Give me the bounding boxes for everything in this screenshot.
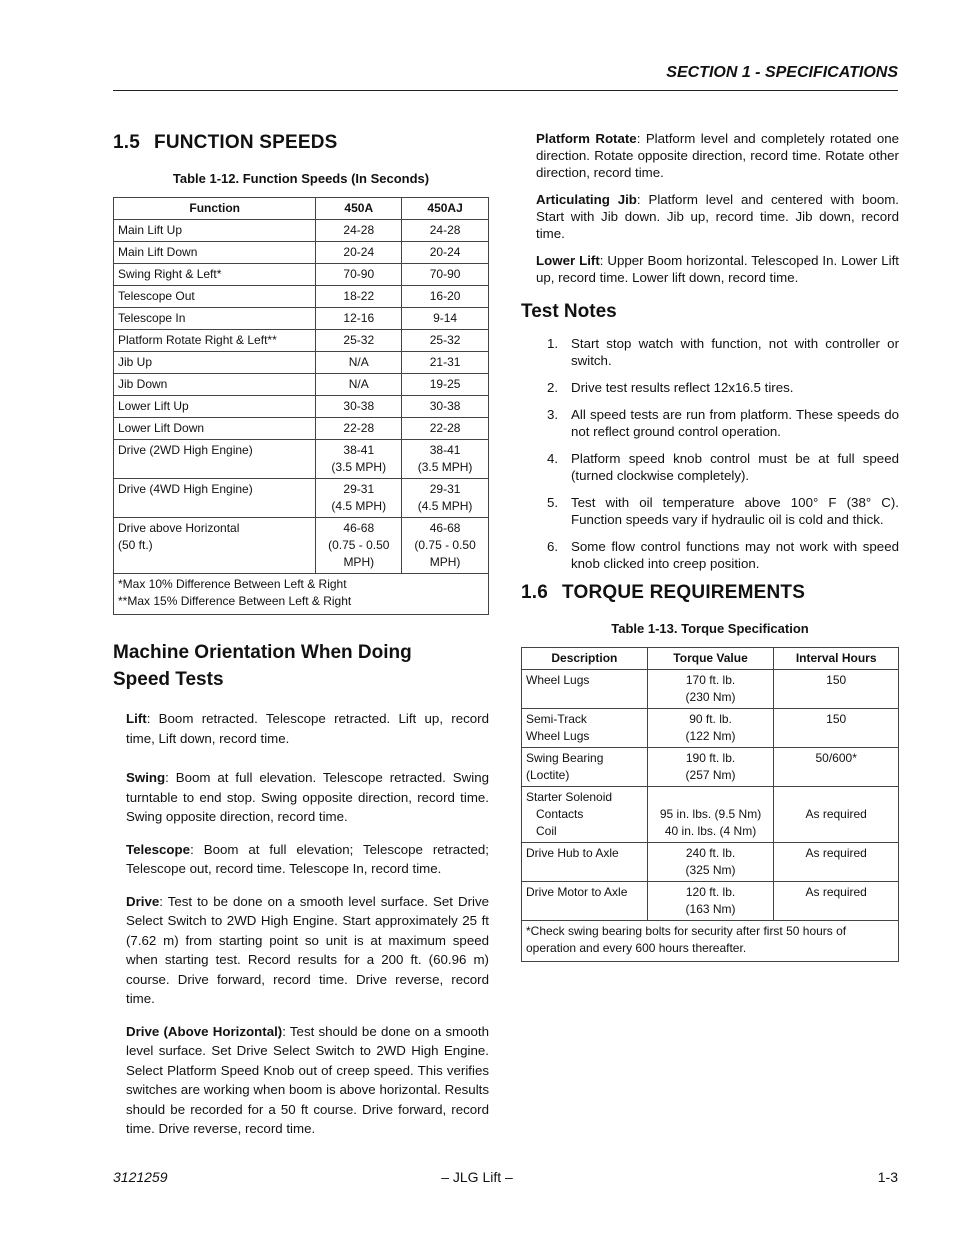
test-notes-list bbox=[521, 335, 899, 572]
articulating-jib-paragraph bbox=[536, 191, 899, 242]
description-line: (Loctite) bbox=[526, 768, 570, 782]
value-450a: 12-16 bbox=[316, 308, 402, 330]
table-row bbox=[114, 330, 489, 352]
interval-cell: 150 bbox=[774, 670, 899, 709]
item-number: 5. bbox=[547, 495, 559, 510]
value-450aj: 19-25 bbox=[402, 374, 489, 396]
term: Swing bbox=[126, 770, 166, 785]
table-row bbox=[114, 479, 489, 518]
value-line: 46-68 bbox=[429, 521, 461, 535]
value-450a: 20-24 bbox=[316, 242, 402, 264]
orientation-body bbox=[113, 709, 489, 1139]
table-row bbox=[522, 748, 899, 787]
col-header-450a: 450A bbox=[316, 198, 402, 220]
item-number: 2. bbox=[547, 380, 559, 395]
value-line: 46-68 bbox=[343, 521, 375, 535]
description: : Upper Boom horizontal. Telescoped In. Lower Lift up, record time. Lower lift down, record time. bbox=[536, 253, 900, 285]
function-cell: Swing Right & Left* bbox=[114, 264, 316, 286]
list-item bbox=[521, 450, 899, 484]
function-cell: Drive (2WD High Engine) bbox=[114, 440, 316, 479]
value-line: 90 ft. lb. bbox=[689, 712, 732, 726]
table-row bbox=[114, 352, 489, 374]
table-row bbox=[522, 670, 899, 709]
interval-cell: 50/600* bbox=[774, 748, 899, 787]
value-line: (122 Nm) bbox=[685, 729, 736, 743]
telescope-paragraph bbox=[126, 840, 489, 879]
description: : Boom retracted. Telescope retracted. Lift up, record time, Lift down, record time. bbox=[126, 711, 489, 746]
value-line: (163 Nm) bbox=[685, 902, 736, 916]
col-header-function: Function bbox=[114, 198, 316, 220]
table-1-13-caption: Table 1-13. Torque Specification bbox=[611, 621, 809, 636]
orientation-continued bbox=[521, 130, 899, 286]
table-row bbox=[114, 308, 489, 330]
col-header-interval-hours: Interval Hours bbox=[774, 648, 899, 670]
footnote-line: *Max 10% Difference Between Left & Right bbox=[118, 577, 347, 591]
value-450aj bbox=[402, 518, 489, 574]
value-line: 190 ft. lb. bbox=[685, 751, 736, 765]
description: : Platform level and centered with boom. Start with Jib down. Jib up, record time. Jib down, record time. bbox=[536, 192, 899, 241]
table-row bbox=[114, 264, 489, 286]
value-450aj: 22-28 bbox=[402, 418, 489, 440]
page-number: 1-3 bbox=[877, 1169, 898, 1185]
section-number: 1.6 bbox=[521, 582, 549, 603]
table-footnote-row bbox=[522, 921, 899, 962]
value-line: 40 in. lbs. (4 Nm) bbox=[664, 823, 757, 838]
value-450aj bbox=[402, 440, 489, 479]
term: Articulating Jib bbox=[536, 192, 637, 207]
item-text: Test with oil temperature above 100° F (38° C). Function speeds vary if hydraulic oil is cold and thick. bbox=[571, 495, 899, 527]
value-450a: 70-90 bbox=[316, 264, 402, 286]
value-line: (230 Nm) bbox=[685, 690, 736, 704]
right-column bbox=[521, 130, 899, 962]
function-cell: Lower Lift Down bbox=[114, 418, 316, 440]
list-item bbox=[521, 494, 899, 528]
value-450a bbox=[316, 479, 402, 518]
torque-cell bbox=[647, 670, 774, 709]
value-line: (0.75 - 0.50 bbox=[328, 538, 390, 552]
description-cell: Drive Motor to Axle bbox=[522, 882, 648, 921]
description: : Platform level and completely rotated one direction. Rotate opposite direction, record time. Rotate other direction, record time. bbox=[536, 131, 900, 180]
value-450aj: 24-28 bbox=[402, 220, 489, 242]
value-450aj bbox=[402, 479, 489, 518]
table-footnote bbox=[114, 574, 489, 615]
function-speeds-table bbox=[113, 197, 489, 615]
torque-cell bbox=[647, 843, 774, 882]
torque-cell bbox=[647, 787, 774, 843]
term: Lower Lift bbox=[536, 253, 600, 268]
table-1-12-caption: Table 1-12. Function Speeds (In Seconds) bbox=[172, 171, 430, 186]
term: Platform Rotate bbox=[536, 131, 637, 146]
item-number: 4. bbox=[547, 451, 559, 466]
description-line: Starter Solenoid bbox=[526, 790, 613, 804]
table-row bbox=[114, 374, 489, 396]
value-450a: N/A bbox=[316, 374, 402, 396]
lower-lift-paragraph bbox=[536, 252, 899, 286]
term: Drive (Above Horizontal) bbox=[126, 1023, 283, 1039]
section-title-text: FUNCTION SPEEDS bbox=[154, 132, 338, 153]
value-450aj: 70-90 bbox=[402, 264, 489, 286]
description-line: Coil bbox=[536, 824, 557, 838]
description-cell: Wheel Lugs bbox=[522, 670, 648, 709]
item-text: All speed tests are run from platform. These speeds do not reflect ground control operation. bbox=[571, 407, 899, 439]
value-450a: 25-32 bbox=[316, 330, 402, 352]
item-text: Start stop watch with function, not with controller or switch. bbox=[571, 336, 899, 368]
list-item bbox=[521, 538, 899, 572]
table-row bbox=[114, 242, 489, 264]
doc-number: 3121259 bbox=[113, 1169, 168, 1185]
table-row bbox=[522, 843, 899, 882]
description: : Test to be done on a smooth level surface. Set Drive Select Switch to 2WD High Engine. Start approximately 25 ft (7.62 m) from starting point so unit is at maximum speed when starting test. Record results for a 200 ft. (60.96 m) course. Drive forward, record time. Drive reverse, record time. bbox=[126, 893, 489, 1006]
function-cell: Main Lift Up bbox=[114, 220, 316, 242]
value-line: 240 ft. lb. bbox=[685, 846, 736, 860]
function-line: Drive above Horizontal bbox=[118, 521, 240, 535]
value-line: 38-41 bbox=[429, 443, 461, 457]
platform-rotate-paragraph bbox=[536, 130, 899, 181]
value-line: (325 Nm) bbox=[685, 863, 736, 877]
function-cell: Jib Up bbox=[114, 352, 316, 374]
description-cell bbox=[522, 709, 648, 748]
footer-publisher: – JLG Lift – bbox=[441, 1169, 513, 1185]
function-line: (50 ft.) bbox=[118, 538, 153, 552]
torque-cell bbox=[647, 709, 774, 748]
section-1-6-heading bbox=[521, 582, 899, 604]
value-line: MPH) bbox=[343, 555, 375, 569]
description: : Boom at full elevation. Telescope retracted. Swing turntable to end stop. Swing opposite direction, record time. Swing opposite direction, record time. bbox=[126, 770, 489, 824]
interval-cell: As required bbox=[774, 787, 899, 843]
value-line: (3.5 MPH) bbox=[417, 460, 473, 474]
value-450aj: 16-20 bbox=[402, 286, 489, 308]
table-header-row bbox=[522, 648, 899, 670]
table-row bbox=[114, 418, 489, 440]
function-cell: Drive (4WD High Engine) bbox=[114, 479, 316, 518]
section-title: SECTION 1 - SPECIFICATIONS bbox=[666, 64, 898, 81]
value-line: 120 ft. lb. bbox=[685, 885, 736, 899]
machine-orientation-heading: Machine Orientation When Doing Speed Tests bbox=[113, 642, 412, 690]
value-450a bbox=[316, 518, 402, 574]
value-line: (4.5 MPH) bbox=[331, 499, 387, 513]
description-cell bbox=[522, 787, 648, 843]
left-column bbox=[113, 130, 489, 1139]
section-number: 1.5 bbox=[113, 132, 141, 153]
value-450aj: 25-32 bbox=[402, 330, 489, 352]
description-line: Contacts bbox=[536, 807, 584, 821]
item-number: 1. bbox=[547, 336, 559, 351]
footnote-line: **Max 15% Difference Between Left & Right bbox=[118, 594, 352, 608]
col-header-450aj: 450AJ bbox=[402, 198, 489, 220]
function-cell: Jib Down bbox=[114, 374, 316, 396]
item-text: Drive test results reflect 12x16.5 tires. bbox=[571, 380, 794, 395]
value-line: (4.5 MPH) bbox=[417, 499, 473, 513]
col-header-torque-value: Torque Value bbox=[647, 648, 774, 670]
table-row bbox=[114, 220, 489, 242]
item-text: Some flow control functions may not work with speed knob clicked into creep position. bbox=[571, 539, 899, 571]
drive-above-paragraph bbox=[126, 1022, 489, 1139]
table-row bbox=[114, 518, 489, 574]
table-row bbox=[114, 286, 489, 308]
function-cell: Telescope In bbox=[114, 308, 316, 330]
value-450a: 18-22 bbox=[316, 286, 402, 308]
test-notes-heading: Test Notes bbox=[521, 301, 617, 322]
function-cell: Main Lift Down bbox=[114, 242, 316, 264]
table-row bbox=[522, 882, 899, 921]
item-number: 6. bbox=[547, 539, 559, 554]
description-cell: Drive Hub to Axle bbox=[522, 843, 648, 882]
value-line: MPH) bbox=[429, 555, 461, 569]
interval-cell: As required bbox=[774, 882, 899, 921]
description: : Test should be done on a smooth level surface. Set Drive Select Switch to 2WD High Engine. Select Platform Speed Knob out of creep speed. This verifies switches are working when boom is above horizontal. Results should be recorded for a 50 ft course. Drive forward, record time. Drive reverse, record time. bbox=[126, 1023, 489, 1136]
description-line: Wheel Lugs bbox=[526, 729, 590, 743]
list-item bbox=[521, 335, 899, 369]
value-450a: 30-38 bbox=[316, 396, 402, 418]
interval-cell: As required bbox=[774, 843, 899, 882]
value-line: 170 ft. lb. bbox=[685, 673, 736, 687]
description-line: Swing Bearing bbox=[526, 751, 604, 765]
term: Lift bbox=[126, 711, 147, 726]
value-line: 95 in. lbs. (9.5 Nm) bbox=[659, 806, 762, 821]
section-title-text: TORQUE REQUIREMENTS bbox=[562, 582, 806, 603]
table-row bbox=[522, 787, 899, 843]
list-item bbox=[521, 379, 899, 396]
interval-cell: 150 bbox=[774, 709, 899, 748]
drive-paragraph bbox=[126, 892, 489, 1009]
table-footnote-row bbox=[114, 574, 489, 615]
description-line: Semi-Track bbox=[526, 712, 587, 726]
value-line: (0.75 - 0.50 bbox=[414, 538, 476, 552]
table-header-row bbox=[114, 198, 489, 220]
value-line: 38-41 bbox=[343, 443, 375, 457]
value-line: (3.5 MPH) bbox=[331, 460, 387, 474]
col-header-description: Description bbox=[522, 648, 648, 670]
value-line: 29-31 bbox=[343, 482, 375, 496]
value-450aj: 20-24 bbox=[402, 242, 489, 264]
function-cell: Platform Rotate Right & Left** bbox=[114, 330, 316, 352]
function-cell: Telescope Out bbox=[114, 286, 316, 308]
table-row bbox=[522, 709, 899, 748]
swing-paragraph bbox=[126, 768, 489, 827]
description: : Boom at full elevation; Telescope retracted; Telescope out, record time. Telescope In, record time. bbox=[126, 841, 489, 876]
value-450a: 22-28 bbox=[316, 418, 402, 440]
value-450a: 24-28 bbox=[316, 220, 402, 242]
item-text: Platform speed knob control must be at full speed (turned clockwise completely). bbox=[571, 451, 899, 483]
function-cell: Lower Lift Up bbox=[114, 396, 316, 418]
description-cell bbox=[522, 748, 648, 787]
value-450aj: 9-14 bbox=[402, 308, 489, 330]
table-row bbox=[114, 440, 489, 479]
lift-paragraph bbox=[126, 709, 489, 748]
torque-cell bbox=[647, 748, 774, 787]
item-number: 3. bbox=[547, 407, 559, 422]
value-450aj: 21-31 bbox=[402, 352, 489, 374]
torque-cell bbox=[647, 882, 774, 921]
list-item bbox=[521, 406, 899, 440]
term: Telescope bbox=[126, 841, 191, 857]
table-footnote: *Check swing bearing bolts for security after first 50 hours of operation and every 600 hours thereafter. bbox=[522, 921, 899, 962]
page-header bbox=[113, 64, 898, 91]
value-450aj: 30-38 bbox=[402, 396, 489, 418]
value-450a bbox=[316, 440, 402, 479]
value-line: 29-31 bbox=[429, 482, 461, 496]
section-1-5-heading bbox=[113, 132, 489, 154]
value-line: (257 Nm) bbox=[685, 768, 736, 782]
term: Drive bbox=[126, 893, 160, 909]
table-row bbox=[114, 396, 489, 418]
torque-spec-table bbox=[521, 647, 899, 962]
value-450a: N/A bbox=[316, 352, 402, 374]
function-cell bbox=[114, 518, 316, 574]
